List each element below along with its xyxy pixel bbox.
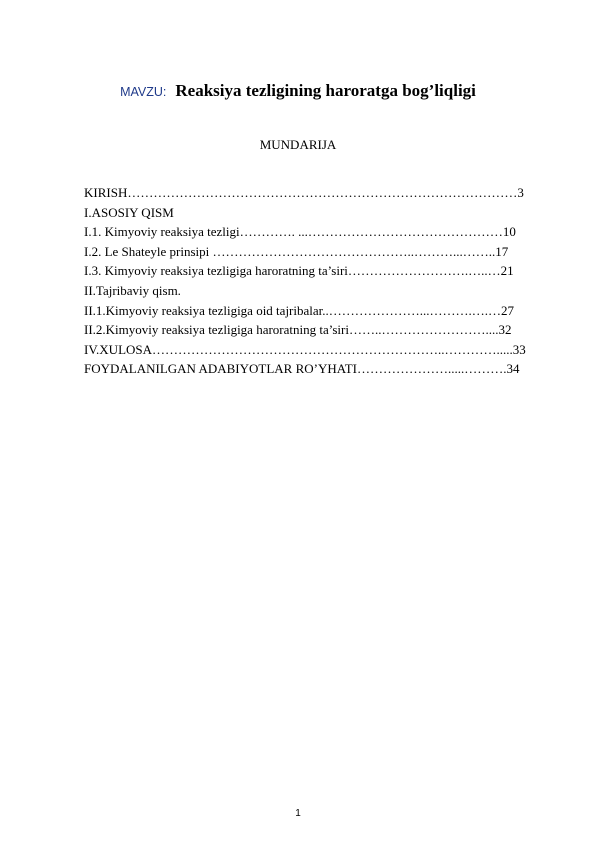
toc-entry-1-2: I.2. Le Shateyle prinsipi ………………………………………..………...……..17 <box>84 243 509 259</box>
toc-entry-tajribaviy-qism: II.Tajribaviy qism. <box>84 282 181 298</box>
toc-entry-1-3: I.3. Kimyoviy reaksiya tezligiga haroratning ta’siri……………………….…..…21 <box>84 263 514 279</box>
page-number: 1 <box>295 808 301 819</box>
toc-entry-kirish: KIRISH………………………………………………………………………………3 <box>84 185 524 200</box>
toc-entry-adabiyotlar: FOYDALANILGAN ADABIYOTLAR RO’YHATI………………….....……….34 <box>84 361 520 377</box>
toc-entry-2-2: II.2.Kimyoviy reaksiya tezligiga haroratning ta’siri……..……………………....32 <box>84 322 512 338</box>
toc-heading: MUNDARIJA <box>259 137 337 152</box>
toc-entry-asosiy-qism: I.ASOSIY QISM <box>84 204 174 220</box>
toc-entry-2-1: II.1.Kimyoviy reaksiya tezligiga oid tajribalar..…………………...……….….…27 <box>84 302 515 318</box>
table-of-contents <box>84 183 554 379</box>
title-prefix: MAVZU: <box>120 85 167 99</box>
toc-entry-1-1: I.1. Kimyoviy reaksiya tezligi…………. ...………………………………………10 <box>84 224 516 240</box>
toc-entry-xulosa: IV.XULOSA…………………………………………………………..………….....33 <box>84 341 526 357</box>
document-title <box>0 81 596 101</box>
title-text: Reaksiya tezligining haroratga bog’liqligi <box>175 81 476 100</box>
